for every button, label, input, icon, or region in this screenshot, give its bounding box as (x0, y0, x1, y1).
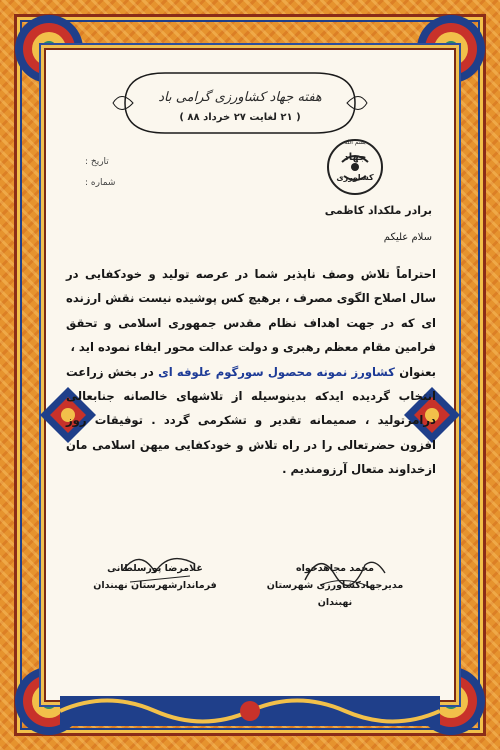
signer-left-title: فرماندارشهرستان نهبندان (93, 580, 217, 591)
certificate-body (66, 262, 436, 482)
signer-right (260, 560, 410, 611)
logo-bottom-text: کشاورزی (336, 173, 374, 182)
logo-small-text: بسم الله (344, 139, 366, 146)
greeting: سلام علیکم (383, 232, 432, 243)
date-label: تاریخ : (85, 157, 109, 167)
bottom-ornament-icon (60, 690, 440, 732)
body-paragraph-1: احتراماً تلاش وصف ناپذیر شما در عرصه تولید و خودکفایی در سال اصلاح الگوی مصرف ، برهیچ کس پوشیده نیست نقش ارزنده ای که در جهت اهداف نظام مقدس جمهوری اسلامی و تحقق فرامین مقام معظم رهبری و دولت عدالت محور ایفاء نموده اید ، (66, 267, 436, 355)
body-paragraph-2-prefix: بعنوان (399, 364, 436, 379)
header-dates: ( ۲۱ لغایت ۲۷ خرداد ۸۸ ) (179, 112, 301, 123)
award-title: کشاورز نمونه محصول سورگوم علوفه ای (158, 364, 395, 379)
jihad-logo-icon (320, 132, 390, 202)
number-label: شماره : (85, 178, 116, 188)
signer-left (80, 560, 230, 594)
signer-right-name: محمد مجاهدخواه (296, 563, 374, 574)
recipient-name: برادر ملکداد کاظمی (324, 204, 432, 217)
header-title: هفته جهاد کشاورزی گرامی باد (158, 90, 322, 105)
organization-logo (320, 132, 390, 202)
header-cartouche (105, 68, 375, 138)
logo-top-text: جهاد (343, 152, 367, 163)
body-paragraph-2-suffix: در بخش زراعت انتخاب گردیده ایدکه بدینوسیله از تلاشهای خالصانه جنابعالی درامرتولید ، صمیمانه تقدیر و تشکرمی گردد . توفیقات روز افزون حضرتعالی را در راه تلاش و خودکفایی میهن اسلامی مان ازخداوند متعال آرزومندیم . (66, 364, 436, 477)
signer-left-name: غلامرضا پورسلطانی (107, 563, 203, 574)
signer-right-title: مدیرجهادکشاورزی شهرستان نهبندان (266, 580, 404, 608)
